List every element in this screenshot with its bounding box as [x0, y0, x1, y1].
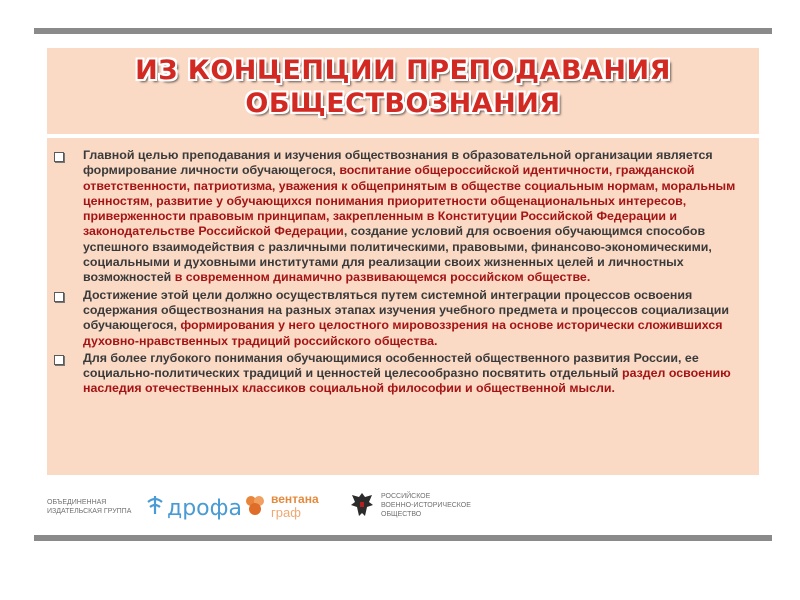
bullet-highlight: раздел освоению наследия отечественных классиков социальной философии и общественной мысли.: [83, 366, 731, 396]
slide-title-line1: ИЗ КОНЦЕПЦИИ ПРЕПОДАВАНИЯ: [135, 55, 671, 86]
slide-title-line2: ОБЩЕСТВОЗНАНИЯ: [245, 88, 561, 119]
slide-title: [47, 54, 759, 120]
group-line1: ОБЪЕДИНЕННАЯ: [47, 499, 107, 506]
bullet-item: [52, 351, 752, 397]
bullet-text: Главной целью преподавания и изучения обществознания в образовательной организации является формирование личности обучающегося,: [83, 148, 713, 178]
ventana-logo-icon: [244, 493, 266, 519]
drofa-logo-icon: [145, 494, 165, 516]
bullet-highlight: воспитание общероссийской идентичности, гражданской ответственности, патриотизма, уважения к общепринятым в обществе социальным нормам, моральным ценностям, развитие у обучающихся понимания приоритетности общенациональных интересов, приверженности правовым принципам, закрепленным в Конституции Российской Федерации и законодательстве Российской Федерации: [83, 163, 736, 239]
checkbox-bullet-icon: [54, 292, 64, 302]
bullet-item: [52, 288, 752, 349]
checkbox-bullet-icon: [54, 152, 64, 162]
bullet-item: [52, 148, 752, 286]
bullet-highlight: в современном динамично развивающемся российском обществе.: [174, 270, 591, 285]
bottom-divider: [34, 535, 772, 541]
rvio-line2: ВОЕННО-ИСТОРИЧЕСКОЕ: [381, 502, 471, 509]
top-divider: [34, 28, 772, 34]
bullet-text: Для более глубокого понимания обучающимися особенностей общественного развития России, ее социально-политических традиций и ценностей целесообразно посвятить отдельный: [83, 350, 699, 381]
bullet-text: Достижение этой цели должно осуществляться путем системной интеграции процессов освоения содержания обществознания на разных этапах изучения учебного предмета и процессов социализации обучающегося,: [83, 287, 730, 333]
group-line2: ИЗДАТЕЛЬСКАЯ ГРУППА: [47, 508, 132, 515]
bullet-highlight: формирования у него целостного мировоззрения на основе исторически сложившихся духовно-нравственных традиций российского общества.: [83, 318, 723, 348]
drofa-logo-text: дрофа: [167, 496, 242, 521]
rvio-line3: ОБЩЕСТВО: [381, 511, 422, 518]
bullet-text: , создание условий для освоения обучающимся способов успешного взаимодействия с различными политическими, правовыми, финансово-экономическими, социальными и духовными институтами для реализации своих жизненных целей и личностных возможностей: [83, 224, 712, 285]
checkbox-bullet-icon: [54, 355, 64, 365]
ventana-line1: вентана: [271, 492, 319, 506]
ventana-line2: граф: [271, 505, 301, 520]
footer-logos: [47, 480, 759, 530]
rvio-logo-text: [381, 492, 471, 519]
bullet-list: [52, 148, 752, 399]
ventana-logo-text: [271, 493, 319, 519]
publisher-group-logo: [47, 498, 131, 516]
eagle-emblem-icon: [349, 490, 375, 520]
rvio-line1: РОССИЙСКОЕ: [381, 493, 431, 500]
